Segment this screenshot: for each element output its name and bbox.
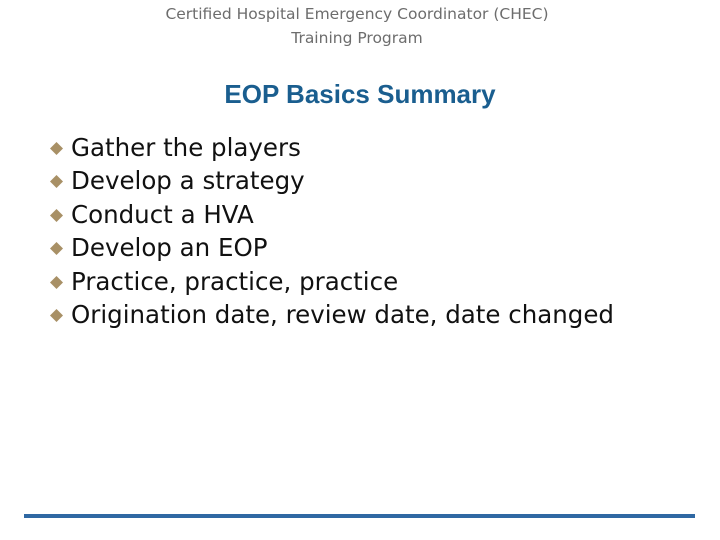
bullet-text: Origination date, review date, date changed xyxy=(71,300,614,330)
diamond-bullet-icon xyxy=(50,209,63,222)
bullet-item-4 xyxy=(46,231,666,264)
bottom-divider xyxy=(24,514,695,518)
bullet-text: Develop a strategy xyxy=(71,166,305,196)
bullet-item-6 xyxy=(46,298,666,331)
diamond-bullet-icon xyxy=(50,175,63,188)
bullet-text: Conduct a HVA xyxy=(71,199,254,229)
bullet-item-5 xyxy=(46,265,666,298)
slide-title-text: EOP Basics Summary xyxy=(224,79,496,109)
bullet-item-2 xyxy=(46,164,666,197)
program-header-line-1: Certified Hospital Emergency Coordinator (CHEC) xyxy=(165,5,549,23)
program-header xyxy=(0,2,714,50)
diamond-bullet-icon xyxy=(50,242,63,255)
bullet-list xyxy=(46,131,666,331)
bullet-text: Practice, practice, practice xyxy=(71,266,399,296)
bullet-text: Gather the players xyxy=(71,133,301,162)
slide-title xyxy=(0,78,720,110)
bullet-text: Develop an EOP xyxy=(71,233,268,263)
program-header-line-2: Training Program xyxy=(291,29,423,47)
bullet-item-3 xyxy=(46,198,666,231)
bullet-item-1 xyxy=(46,131,666,164)
diamond-bullet-icon xyxy=(50,142,63,155)
diamond-bullet-icon xyxy=(50,309,63,322)
diamond-bullet-icon xyxy=(50,276,63,289)
